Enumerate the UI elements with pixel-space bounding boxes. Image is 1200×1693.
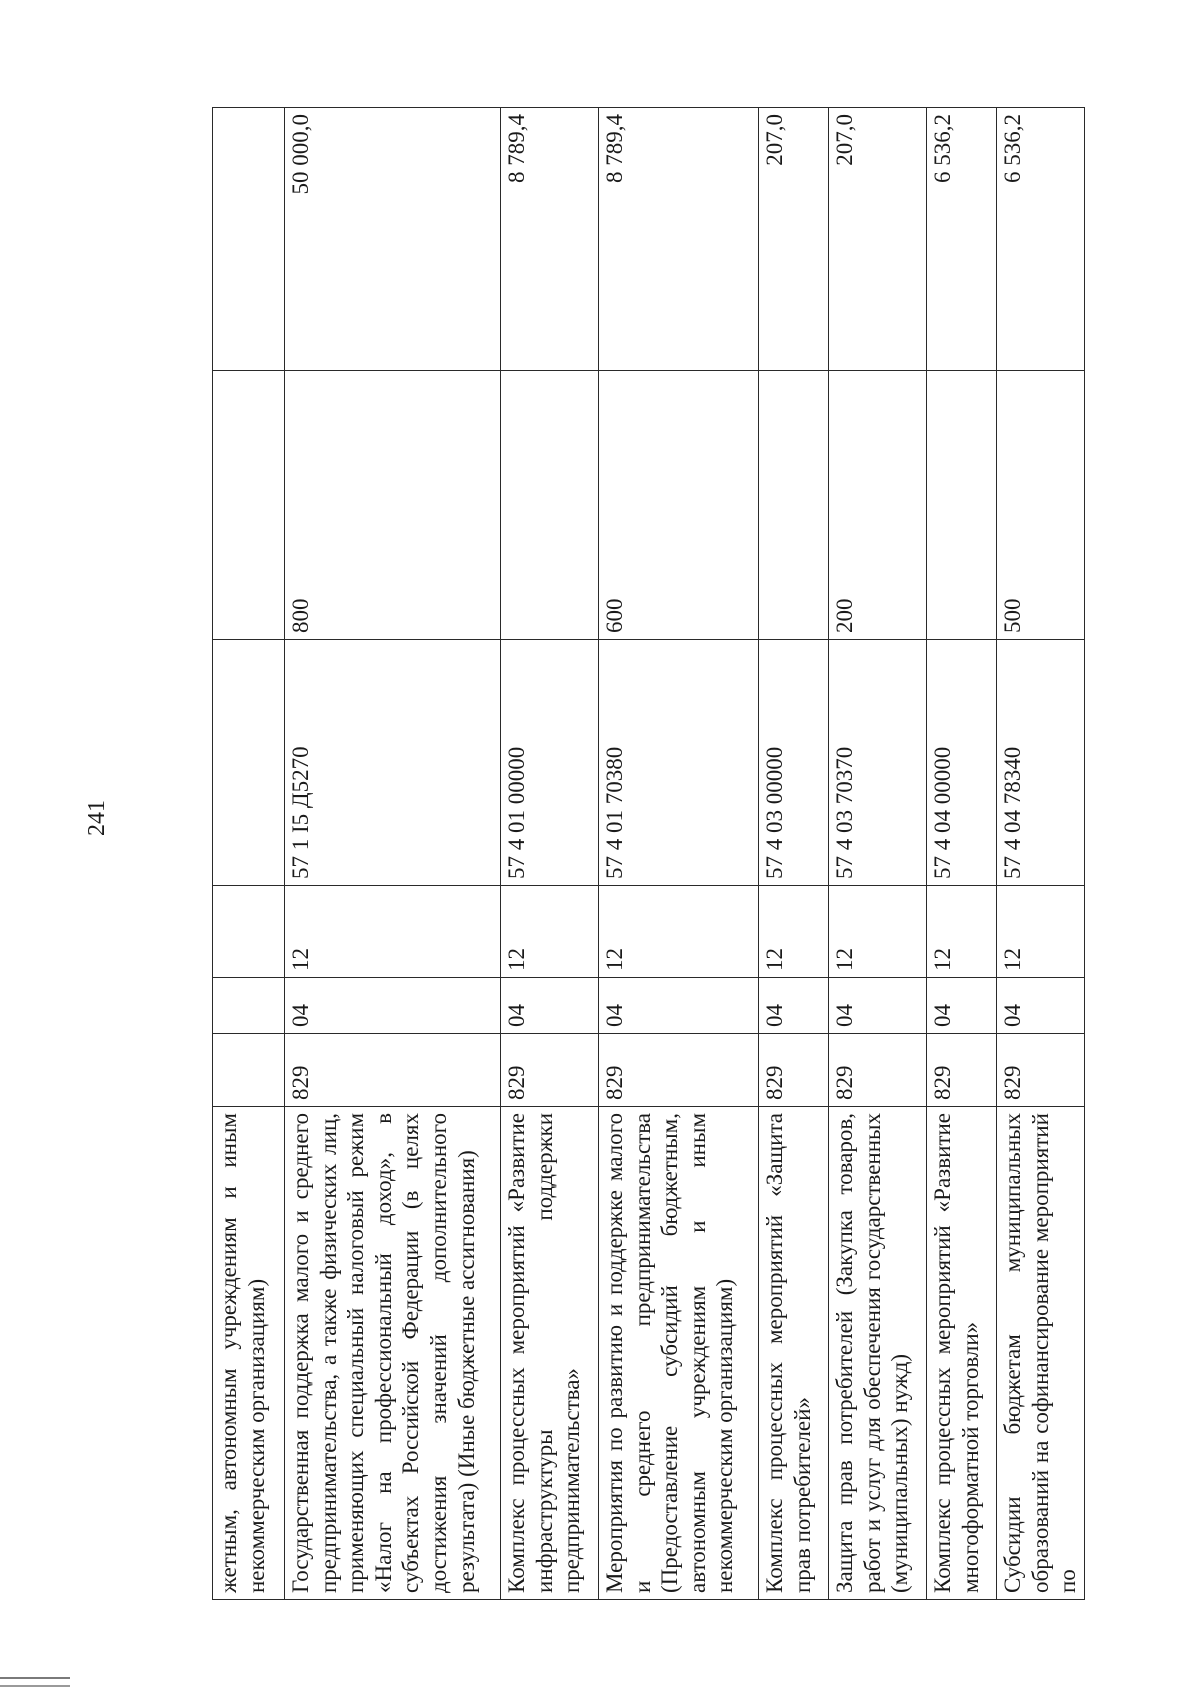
table-row (501, 108, 599, 1600)
cell-pr: 12 (829, 886, 927, 978)
cell-vr: 200 (829, 371, 927, 640)
cell-csr: 57 4 03 00000 (759, 640, 829, 886)
cell-amount: 50 000,0 (285, 108, 501, 371)
cell-vr (501, 371, 599, 640)
cell-name: Защита прав потребителей (Закупка товаров, работ и услуг для обеспечения государственных (муниципальных) нужд) (829, 1107, 927, 1600)
cell-grbs: 829 (927, 1034, 997, 1107)
cell-grbs: 829 (501, 1034, 599, 1107)
table-row (599, 108, 759, 1600)
cell-amount: 8 789,4 (599, 108, 759, 371)
table-row (829, 108, 927, 1600)
cell-csr: 57 1 I5 Д5270 (285, 640, 501, 886)
cell-amount: 8 789,4 (501, 108, 599, 371)
cell-grbs: 829 (599, 1034, 759, 1107)
cell-grbs: 829 (285, 1034, 501, 1107)
budget-table (212, 107, 1085, 1600)
cell-rz: 04 (285, 978, 501, 1034)
cell-rz: 04 (997, 978, 1085, 1034)
cell-grbs: 829 (829, 1034, 927, 1107)
cell-pr: 12 (501, 886, 599, 978)
cell-pr: 12 (285, 886, 501, 978)
table-row (997, 108, 1085, 1600)
cell-name: Комплекс процессных мероприятий «Развитие многоформатной торговли» (927, 1107, 997, 1600)
cell-pr: 12 (997, 886, 1085, 978)
cell-csr (213, 640, 285, 886)
cell-rz (213, 978, 285, 1034)
cell-vr: 600 (599, 371, 759, 640)
table-row (285, 108, 501, 1600)
cell-csr: 57 4 04 00000 (927, 640, 997, 886)
cell-name: Комплекс процессных мероприятий «Развитие инфраструктуры поддержки предпринимательства» (501, 1107, 599, 1600)
cell-csr: 57 4 03 70370 (829, 640, 927, 886)
cell-vr: 800 (285, 371, 501, 640)
cell-amount (213, 108, 285, 371)
cell-rz: 04 (927, 978, 997, 1034)
cell-csr: 57 4 04 78340 (997, 640, 1085, 886)
cell-name: Субсидии бюджетам муниципальных образований на софинансирование мероприятий по (997, 1107, 1085, 1600)
cell-rz: 04 (501, 978, 599, 1034)
cell-rz: 04 (759, 978, 829, 1034)
budget-table-container (212, 108, 1085, 1600)
cell-amount: 6 536,2 (927, 108, 997, 371)
cell-amount: 207,0 (829, 108, 927, 371)
cell-name: Государственная поддержка малого и среднего предпринимательства, а также физических лиц, применяющих специальный налоговый режим «Налог на профессиональный доход», в субъектах Российской Федерации (в целях достижения значений дополнительного результата) (Иные бюджетные ассигнования) (285, 1107, 501, 1600)
table-row (213, 108, 285, 1600)
table-row (759, 108, 829, 1600)
cell-vr: 500 (997, 371, 1085, 640)
cell-pr: 12 (759, 886, 829, 978)
cell-grbs (213, 1034, 285, 1107)
cell-rz: 04 (829, 978, 927, 1034)
cell-pr: 12 (927, 886, 997, 978)
scan-edge-mark (0, 1677, 70, 1687)
cell-rz: 04 (599, 978, 759, 1034)
cell-name: Комплекс процессных мероприятий «Защита прав потребителей» (759, 1107, 829, 1600)
cell-vr (213, 371, 285, 640)
cell-csr: 57 4 01 70380 (599, 640, 759, 886)
cell-vr (927, 371, 997, 640)
cell-amount: 6 536,2 (997, 108, 1085, 371)
cell-grbs: 829 (759, 1034, 829, 1107)
cell-pr (213, 886, 285, 978)
cell-name: жетным, автономным учреждениям и иным некоммерческим организациям) (213, 1107, 285, 1600)
cell-csr: 57 4 01 00000 (501, 640, 599, 886)
cell-pr: 12 (599, 886, 759, 978)
cell-name: Мероприятия по развитию и поддержке малого и среднего предпринимательства (Предоставление субсидий бюджетным, автономным учреждениям и иным некоммерческим организациям) (599, 1107, 759, 1600)
cell-vr (759, 371, 829, 640)
cell-amount: 207,0 (759, 108, 829, 371)
cell-grbs: 829 (997, 1034, 1085, 1107)
table-row (927, 108, 997, 1600)
page-number: 241 (84, 800, 110, 836)
